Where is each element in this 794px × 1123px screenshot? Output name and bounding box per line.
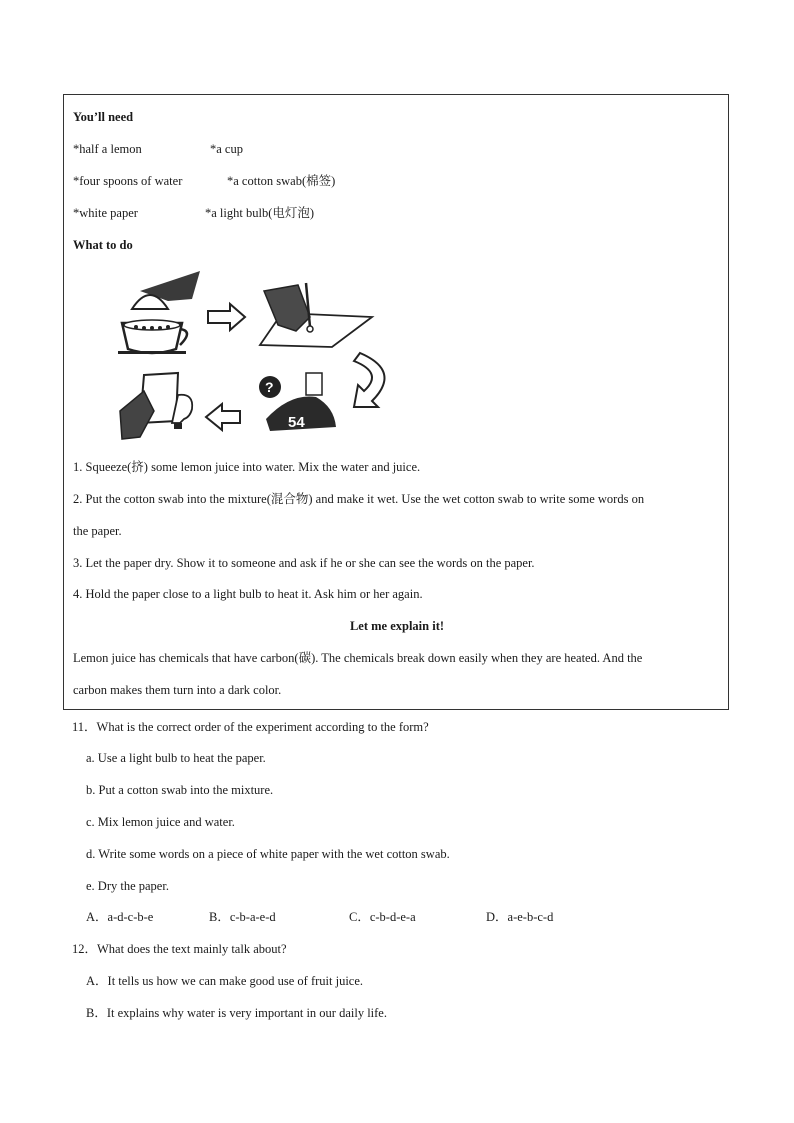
need-item: *white paper: [73, 206, 138, 220]
instructions-box: [63, 94, 729, 710]
writing-hand-icon: [264, 285, 310, 331]
q12-option-b: B．It explains why water is very important in our daily life.: [86, 1006, 387, 1020]
question-mark: ?: [265, 379, 274, 395]
todo-heading: What to do: [73, 238, 133, 252]
step-4: 4. Hold the paper close to a light bulb to heat it. Ask him or her again.: [73, 587, 423, 601]
needs-heading: You’ll need: [73, 110, 134, 124]
need-item: *a light bulb(电灯泡): [205, 206, 315, 220]
q11-option-a: A．a-d-c-b-e: [86, 910, 154, 924]
q12-option-a: A．It tells us how we can make good use of fruit juice.: [86, 974, 364, 988]
q11-option-c: C．c-b-d-e-a: [349, 910, 416, 924]
explain-line-2: carbon makes them turn into a dark color.: [73, 683, 282, 697]
explain-line-1: Lemon juice has chemicals that have carbon(碳). The chemicals break down easily when they are heated. And the: [73, 651, 643, 665]
jersey-number: 54: [288, 414, 305, 431]
step-2: 2. Put the cotton swab into the mixture(混合物) and make it wet. Use the wet cotton swab to write some words on: [73, 492, 645, 506]
q11-option-d: D．a-e-b-c-d: [486, 910, 554, 924]
q11-option-b: B．c-b-a-e-d: [209, 910, 276, 924]
q11-item-d: d. Write some words on a piece of white paper with the wet cotton swab.: [86, 847, 450, 861]
q11-item-a: a. Use a light bulb to heat the paper.: [86, 751, 266, 765]
arrow-left-icon: [206, 404, 240, 430]
arrow-right-icon: [208, 304, 245, 330]
experiment-illustration: [110, 261, 410, 451]
q11-item-b: b. Put a cotton swab into the mixture.: [86, 783, 274, 797]
step-3: 3. Let the paper dry. Show it to someone and ask if he or she can see the words on the paper.: [73, 556, 535, 570]
q11-item-e: e. Dry the paper.: [86, 879, 169, 893]
q11-item-c: c. Mix lemon juice and water.: [86, 815, 235, 829]
curved-arrow-icon: [354, 353, 385, 407]
need-item: *half a lemon: [73, 142, 142, 156]
need-item: *a cotton swab(棉签): [227, 174, 336, 188]
question-11-stem: 11．What is the correct order of the experiment according to the form?: [72, 720, 429, 734]
step-1: 1. Squeeze(挤) some lemon juice into water. Mix the water and juice.: [73, 460, 421, 474]
question-12-stem: 12．What does the text mainly talk about?: [72, 942, 287, 956]
explain-heading: Let me explain it!: [349, 619, 445, 633]
step-2-cont: the paper.: [73, 524, 122, 538]
need-item: *a cup: [210, 142, 243, 156]
need-item: *four spoons of water: [73, 174, 183, 188]
